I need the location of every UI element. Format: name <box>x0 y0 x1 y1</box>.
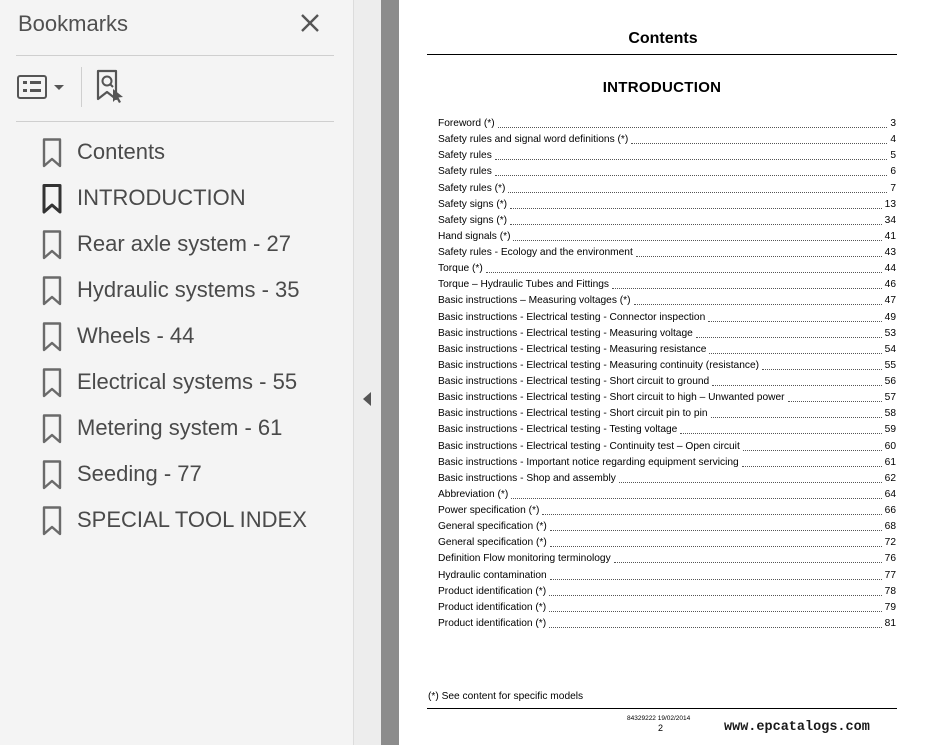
bookmark-metering-system[interactable] <box>0 405 354 451</box>
toc-entry[interactable] <box>438 537 896 553</box>
toc-entry-page: 55 <box>884 359 896 371</box>
bookmark-icon <box>42 276 62 306</box>
toc-entry-title: Basic instructions - Electrical testing - Continuity test – Open circuit <box>438 440 740 452</box>
dot-leader <box>788 401 882 402</box>
toc-entry-page: 66 <box>884 505 896 516</box>
toc-entry-title: Safety rules <box>438 166 492 178</box>
toc-entry[interactable] <box>438 344 896 360</box>
toc-entry-title: Abbreviation (*) <box>438 488 509 500</box>
toc-entry[interactable] <box>438 215 896 231</box>
bookmark-label: INTRODUCTION <box>77 185 246 210</box>
toc-entry-page: 53 <box>884 327 896 339</box>
footnote: (*) See content for specific models <box>428 691 584 702</box>
toc-entry[interactable] <box>438 392 896 408</box>
toc-entry[interactable] <box>438 408 896 424</box>
toc-entry[interactable] <box>438 618 896 634</box>
bookmark-label: Seeding - 77 <box>77 461 202 486</box>
dot-leader <box>696 337 882 338</box>
toc-entry-page: 58 <box>884 408 896 420</box>
toc-entry-title: Basic instructions - Electrical testing - Connector inspection <box>438 311 706 323</box>
dot-leader <box>619 482 882 483</box>
toc-entry-page: 4 <box>890 134 896 146</box>
header-rule <box>427 54 897 55</box>
toc-entry-page: 5 <box>890 150 896 162</box>
page-number: 2 <box>658 723 664 733</box>
bookmark-label: Electrical systems - 55 <box>77 369 298 394</box>
document-code: 84329222 19/02/2014 <box>627 715 691 722</box>
toc-entry[interactable] <box>438 183 896 199</box>
toc-entry-title: Product identification (*) <box>438 617 547 629</box>
toc-entry-title: Foreword (*) <box>438 118 495 129</box>
toc-entry-page: 41 <box>884 230 896 242</box>
toc-entry[interactable] <box>438 279 896 295</box>
dot-leader <box>550 579 882 580</box>
toc-entry[interactable] <box>438 602 896 618</box>
table-of-contents <box>438 118 896 634</box>
dot-leader <box>549 595 882 596</box>
toc-entry-title: Basic instructions - Shop and assembly <box>438 472 616 484</box>
bookmark-label: SPECIAL TOOL INDEX <box>77 507 307 532</box>
toc-entry-title: Basic instructions - Electrical testing - Short circuit to high – Unwanted power <box>438 392 785 404</box>
dot-leader <box>550 530 882 531</box>
bookmark-rear-axle-system[interactable] <box>0 221 354 267</box>
toc-entry[interactable] <box>438 489 896 505</box>
toc-entry-title: General specification (*) <box>438 521 547 533</box>
toc-entry-page: 3 <box>890 118 896 129</box>
toc-entry[interactable] <box>438 166 896 182</box>
toc-entry-page: 79 <box>884 601 896 613</box>
toc-entry-title: Hand signals (*) <box>438 230 511 242</box>
toc-entry-page: 34 <box>884 214 896 226</box>
toc-entry[interactable] <box>438 118 896 134</box>
chevron-left-icon <box>362 391 372 407</box>
bookmark-options-button[interactable] <box>15 70 69 104</box>
toc-entry[interactable] <box>438 231 896 247</box>
toc-entry-page: 78 <box>884 585 896 597</box>
toc-entry[interactable] <box>438 586 896 602</box>
footer-rule <box>427 708 897 709</box>
toc-entry-page: 76 <box>884 553 896 565</box>
bookmark-seeding[interactable] <box>0 451 354 497</box>
bookmark-hydraulic-systems[interactable] <box>0 267 354 313</box>
toc-entry-title: Safety rules - Ecology and the environment <box>438 247 633 258</box>
find-bookmark-icon <box>94 69 130 105</box>
toc-entry[interactable] <box>438 521 896 537</box>
toc-entry[interactable] <box>438 150 896 166</box>
dot-leader <box>498 127 888 128</box>
bookmark-icon <box>42 368 62 398</box>
toc-entry[interactable] <box>438 457 896 473</box>
toc-entry-title: Product identification (*) <box>438 601 547 613</box>
toc-entry-page: 62 <box>884 472 896 484</box>
panel-divider <box>16 121 334 122</box>
toc-entry-title: Basic instructions - Electrical testing - Testing voltage <box>438 424 678 436</box>
bookmark-wheels[interactable] <box>0 313 354 359</box>
dot-leader <box>508 192 887 193</box>
toc-entry-page: 54 <box>884 343 896 355</box>
bookmark-label: Wheels - 44 <box>77 323 195 348</box>
dot-leader <box>631 143 887 144</box>
toc-entry-title: Basic instructions - Electrical testing - Short circuit pin to pin <box>438 408 708 420</box>
dot-leader <box>711 417 882 418</box>
toc-entry-page: 13 <box>884 198 896 210</box>
toc-entry-title: Safety rules (*) <box>438 182 506 194</box>
dot-leader <box>486 272 882 273</box>
close-icon <box>297 10 323 36</box>
bookmark-label: Metering system - 61 <box>77 415 283 440</box>
toc-entry[interactable] <box>438 553 896 569</box>
toc-entry-title: Safety rules and signal word definitions (*) <box>438 134 629 146</box>
dot-leader <box>762 369 882 370</box>
toc-entry-title: Power specification (*) <box>438 505 540 516</box>
toc-entry-title: Basic instructions – Measuring voltages (*) <box>438 295 631 307</box>
bookmark-icon <box>42 414 62 444</box>
bookmark-list <box>0 129 354 543</box>
toc-entry-page: 77 <box>884 569 896 581</box>
bookmark-label: Contents <box>77 139 166 164</box>
toc-entry[interactable] <box>438 134 896 150</box>
dot-leader <box>549 627 882 628</box>
bookmark-icon <box>42 322 62 352</box>
dot-leader <box>742 466 882 467</box>
toc-entry-page: 47 <box>884 295 896 307</box>
toc-entry-page: 49 <box>884 311 896 323</box>
toc-entry-page: 68 <box>884 521 896 533</box>
toc-entry[interactable] <box>438 473 896 489</box>
toc-entry[interactable] <box>438 263 896 279</box>
find-current-bookmark-button[interactable] <box>94 69 130 105</box>
toc-entry[interactable] <box>438 295 896 311</box>
toc-entry-page: 6 <box>890 166 896 178</box>
dot-leader <box>636 256 882 257</box>
dot-leader <box>510 224 882 225</box>
page-gutter <box>381 0 399 745</box>
toc-entry-title: Hydraulic contamination <box>438 569 547 581</box>
bookmark-icon <box>42 506 62 536</box>
bookmark-electrical-systems[interactable] <box>0 359 354 405</box>
toc-entry[interactable] <box>438 328 896 344</box>
toc-entry[interactable] <box>438 570 896 586</box>
dot-leader <box>612 288 882 289</box>
watermark-text: www.epcatalogs.com <box>724 720 870 735</box>
toc-entry-page: 43 <box>884 247 896 258</box>
bookmark-special-tool-index[interactable] <box>0 497 354 543</box>
toc-entry[interactable] <box>438 424 896 440</box>
toc-entry[interactable] <box>438 199 896 215</box>
toc-entry-page: 60 <box>884 440 896 452</box>
bookmarks-panel <box>0 0 354 745</box>
toc-entry-title: Basic instructions - Electrical testing - Measuring continuity (resistance) <box>438 359 760 371</box>
bookmark-label: Rear axle system - 27 <box>77 231 291 256</box>
toc-entry-title: Product identification (*) <box>438 585 547 597</box>
bookmark-label: Hydraulic systems - 35 <box>77 277 300 302</box>
toc-entry-page: 7 <box>890 182 896 194</box>
toc-entry-title: Torque (*) <box>438 263 483 275</box>
toc-entry-title: Safety signs (*) <box>438 214 508 226</box>
dot-leader <box>513 240 881 241</box>
section-heading: INTRODUCTION <box>602 79 722 96</box>
dot-leader <box>614 562 882 563</box>
bookmark-icon <box>42 184 62 214</box>
toc-entry[interactable] <box>438 247 896 263</box>
toc-entry-page: 44 <box>884 263 896 275</box>
toc-entry-title: Basic instructions - Electrical testing - Short circuit to ground <box>438 376 710 387</box>
toolbar-divider <box>81 67 82 107</box>
bookmark-icon <box>42 460 62 490</box>
toc-entry-page: 72 <box>884 537 896 549</box>
dot-leader <box>708 321 881 322</box>
toc-entry[interactable] <box>438 441 896 457</box>
bookmark-introduction[interactable] <box>0 175 354 221</box>
toc-entry[interactable] <box>438 505 896 521</box>
toc-entry-page: 64 <box>884 488 896 500</box>
panel-divider <box>16 55 334 56</box>
dot-leader <box>510 208 882 209</box>
chevron-down-icon <box>54 85 64 90</box>
bookmark-icon <box>42 138 62 168</box>
toc-entry-title: Basic instructions - Electrical testing - Measuring resistance <box>438 343 707 355</box>
toc-entry-title: Definition Flow monitoring terminology <box>438 553 611 565</box>
dot-leader <box>743 450 882 451</box>
toc-entry-title: Safety signs (*) <box>438 198 508 210</box>
toc-entry-page: 59 <box>884 424 896 436</box>
dot-leader <box>549 611 882 612</box>
dot-leader <box>550 546 882 547</box>
toc-entry-page: 61 <box>884 456 896 468</box>
toc-entry-title: Torque – Hydraulic Tubes and Fittings <box>438 279 610 291</box>
dot-leader <box>495 159 888 160</box>
toc-entry-page: 46 <box>884 279 896 291</box>
toc-entry-page: 81 <box>884 617 896 629</box>
dot-leader <box>495 175 888 176</box>
toc-entry[interactable] <box>438 312 896 328</box>
toc-entry-title: General specification (*) <box>438 537 547 549</box>
toc-entry-title: Basic instructions - Electrical testing - Measuring voltage <box>438 327 693 339</box>
toc-entry-page: 56 <box>884 376 896 387</box>
close-panel-button[interactable] <box>297 10 323 36</box>
page-title: Contents <box>628 30 698 47</box>
toc-entry-title: Safety rules <box>438 150 492 162</box>
dot-leader <box>511 498 881 499</box>
dot-leader <box>680 433 881 434</box>
dot-leader <box>634 304 882 305</box>
toc-entry[interactable] <box>438 360 896 376</box>
toc-entry[interactable] <box>438 376 896 392</box>
document-page <box>399 0 937 745</box>
dot-leader <box>542 514 881 515</box>
bookmark-contents[interactable] <box>0 129 354 175</box>
dot-leader <box>709 353 881 354</box>
toc-entry-page: 57 <box>884 392 896 404</box>
collapse-panel-button[interactable] <box>354 0 381 745</box>
panel-title: Bookmarks <box>18 11 129 36</box>
bookmark-icon <box>42 230 62 260</box>
toc-entry-title: Basic instructions - Important notice regarding equipment servicing <box>438 456 739 468</box>
dot-leader <box>712 385 881 386</box>
list-options-icon <box>15 70 69 104</box>
